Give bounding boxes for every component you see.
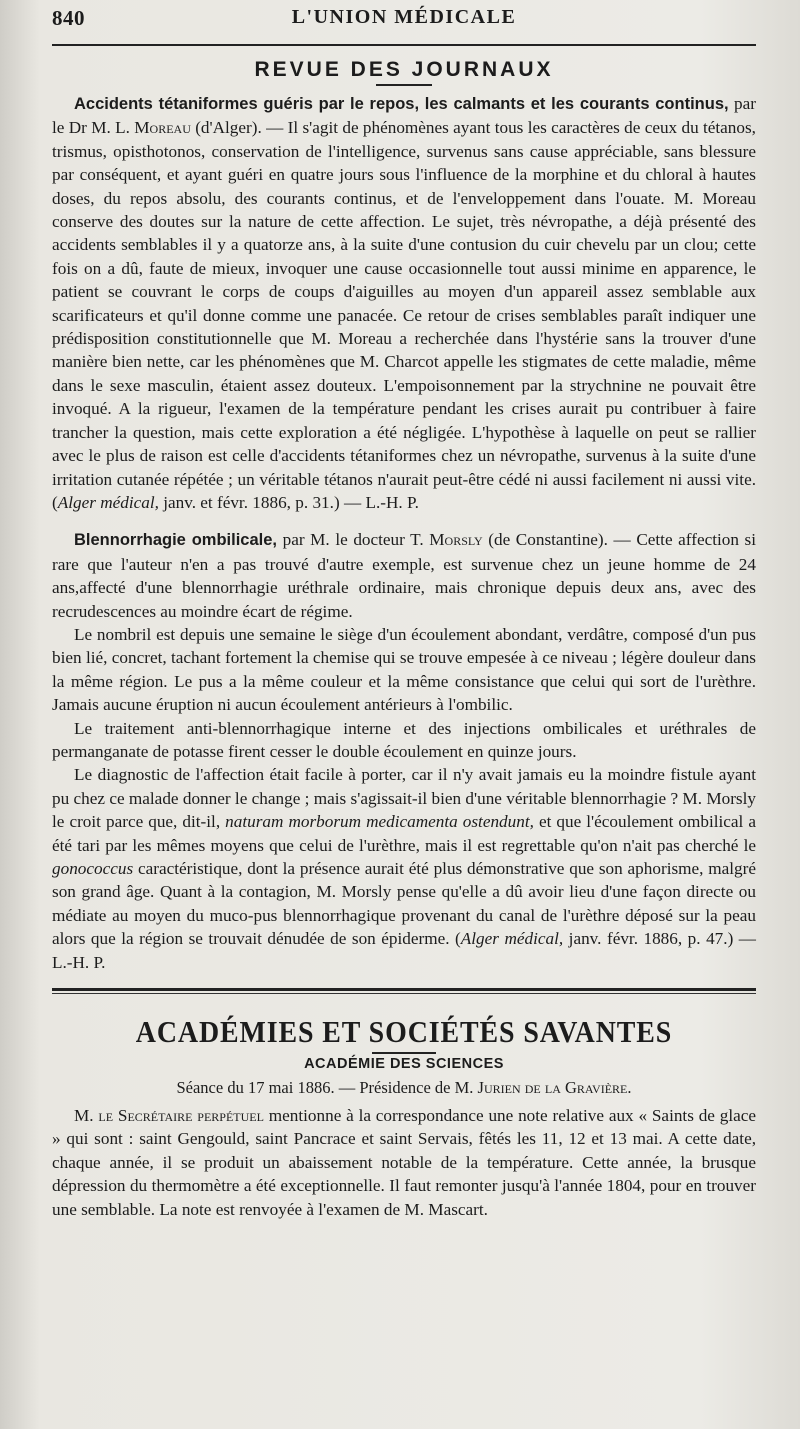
section-divider xyxy=(52,988,756,994)
article-blennorrhagie: Blennorrhagie ombilicale, par M. le docteur T. Morsly (de Constantine). — Cette affection si rare que l'auteur n'en a pas trouvé d'autre exemple, est survenue chez un jeune homme de 24 ans,affecté d'une blennorrhagie uréthrale ordinaire, mais chronique depuis deux ans, avec des recrudescences au moindre écart de régime. xyxy=(52,530,756,621)
paragraph: Le traitement anti-blennorrhagique interne et des injections ombilicales et uréthrales de permanganate de potasse firent cesser le double écoulement en quinze jours. xyxy=(52,718,756,761)
gonococcus-term: gonococcus xyxy=(52,859,134,878)
latin-quote: naturam morborum medicamenta ostendunt, xyxy=(225,812,534,832)
source-citation: Alger médical, xyxy=(57,492,159,512)
paragraph: Le diagnostic de l'affection était facile à porter, car il n'y avait jamais eu la moindre fistule ayant pu chez ce malade donner le change ; mais s'agissait-il bien d'une véritable blennorrhagie ? M. Morsly le croit parce que, dit-il, naturam morborum medicamenta ostendunt, et que l'écoulement ombilical a été tari par les mêmes moyens que celui de l'urèthre, mais il est regrettable qu'on n'ait pas cherché le gonococcus caractéristique, dont la présence aurait été plus démonstrative que son aphorisme, malgré son grand âge. Quant à la contagion, M. Morsly pense qu'elle a dû avoir lieu d'une façon directe ou médiate au moyen du muco-pus blennorrhagique provenant du canal de l'urèthre déposé sur la peau alors que la région se trouvait dénudée de son épiderme. (Alger médical, janv. févr. 1886, p. 47.) — L.-H. P. xyxy=(52,765,757,972)
article-title: Blennorrhagie ombilicale, xyxy=(74,531,278,550)
article-tetaniformes: Accidents tétaniformes guéris par le repos, les calmants et les courants continus, par le Dr M. L. Moreau (d'Alger). — Il s'agit de phénomènes ayant tous les caractères de ceux du tétanos, trismus, opisthotonos, conservation de l'intelligence, survenus sans cause appréciable, sans blessure par conséquent, et ayant guéri en quatre jours sous l'influence de la morphine et du chloral à hautes doses, du repos absolu, des courants continus, et de l'enveloppement dans l'ouate. M. Moreau conserve des doutes sur la nature de cette affection. Le sujet, très névropathe, a déjà présenté des accidents semblables il y a quatorze ans, à la suite d'une contusion du cuir chevelu par un clou; cette fois on a dû, faute de mieux, invoquer une cause occasionnelle tout aussi minime en apparence, le patient se couvrant le corps de coups d'aiguilles au moyen d'un appareil assez semblable aux scarificateurs et qu'il donne comme une panacée. Ce retour de crises semblables paraît indiquer une prédisposition constitutionnelle que M. Moreau a recherchée dans l'hystérie sans la trouver d'une manière bien nette, car les phénomènes que M. Charcot appelle les stigmates de cette maladie, même dans le sexe masculin, étaient assez douteux. L'empoisonnement par la strychnine ne pouvait être invoqué. A la rigueur, l'examen de la température pendant les crises aurait pu contribuer à faire trancher la question, mais cette exploration a été négligée. L'hypothèse à laquelle on peut se rallier avec le plus de raison est celle d'accidents tétaniformes chez un névropathe, survenus à la suite d'une irritation cutanée répétée ; un véritable tétanos n'aurait peut-être cédé ni aussi facilement ni aussi vite. (Alger médical, janv. et févr. 1886, p. 31.) — L.-H. P. xyxy=(52,94,756,512)
academy-paragraph: M. le Secrétaire perpétuel mentionne à la correspondance une note relative aux « Saints de glace » qui sont : saint Gengould, saint Pancrace et saint Servais, fêtés les 11, 12 et 13 mai. A cette date, chaque année, il se produit un abaissement notable de la température. Cette année, la brusque dépression du thermomètre a été exceptionnelle. Il faut remonter jusqu'à l'année 1804, pour en trouver une semblable. La note est renvoyée à l'examen de M. Mascart. xyxy=(52,1106,757,1219)
author-name: Moreau xyxy=(134,118,191,138)
article-body: Cette affection si rare que l'auteur n'en a pas trouvé d'autre exemple, est survenue chez un jeune homme de 24 ans,affecté d'une blennorrhagie uréthrale ordinaire, mais chronique depuis deux ans, avec des recrudescences au moindre écart de régime. xyxy=(52,530,756,621)
running-header xyxy=(52,0,756,44)
journal-title: L'UNION MÉDICALE xyxy=(291,6,517,28)
source-citation: Alger médical, xyxy=(460,929,564,949)
article-body: Il s'agit de phénomènes ayant tous les caractères de ceux du tétanos, trismus, opisthotonos, conservation de l'intelligence, survenus sans cause appréciable, sans blessure par conséquent, et ayant guéri en quatre jours sous l'influence de la morphine et du chloral à hautes doses, du repos absolu, des courants continus, et de l'enveloppement dans l'ouate. M. Moreau conserve des doutes sur la nature de cette affection. Le sujet, très névropathe, a déjà présenté des accidents semblables il y a quatorze ans, à la suite d'une contusion du cuir chevelu par un clou; cette fois on a dû, faute de mieux, invoquer une cause occasionnelle tout aussi minime en apparence, le patient se couvrant le corps de coups d'aiguilles au moyen d'un appareil assez semblable aux scarificateurs et qu'il donne comme une panacée. Ce retour de crises semblables paraît indiquer une prédisposition constitutionnelle que M. Moreau a recherchée dans l'hystérie sans la trouver d'une manière bien nette, car les phénomènes que M. Charcot appelle les stigmates de cette maladie, même dans le sexe masculin, étaient assez douteux. L'empoisonnement par la strychnine ne pouvait être invoqué. A la rigueur, l'examen de la température pendant les crises aurait pu contribuer à faire trancher la question, mais cette exploration a été négligée. L'hypothèse à laquelle on peut se rallier avec le plus de raison est celle d'accidents tétaniformes chez un névropathe, survenus à la suite d'une irritation cutanée répétée ; un véritable tétanos n'aurait peut-être cédé ni aussi facilement ni aussi vite. ( xyxy=(52,118,756,512)
seance-line: Séance du 17 mai 1886. — Présidence de M. Jurien de la Gravière. xyxy=(176,1078,632,1098)
page-number: 840 xyxy=(52,6,85,30)
secretary-role: le Secrétaire perpétuel xyxy=(98,1106,264,1126)
academies-title: ACADÉMIES ET SOCIÉTÉS SAVANTES xyxy=(135,1014,673,1050)
section-title: REVUE DES JOURNAUX xyxy=(254,58,554,81)
academy-title-rule xyxy=(372,1052,436,1054)
president-name: Jurien de la Gravière xyxy=(477,1078,628,1098)
paragraph: Le nombril est depuis une semaine le siège d'un écoulement abondant, verdâtre, composé d'un pus bien lié, concret, tachant fortement la chemise qui se trouve empesée à ce niveau ; légère douleur dans la même région. Le pus a la même couleur et la même consistance que celui qui sort de l'urèthre. Jamais aucune éruption ni aucun écoulement antérieurs à l'ombilic. xyxy=(52,624,756,715)
header-rule xyxy=(52,44,756,46)
article-title: Accidents tétaniformes guéris par le repos, les calmants et les courants continus, xyxy=(74,95,729,113)
section-title-rule xyxy=(376,84,432,86)
author-name: Morsly xyxy=(429,530,483,550)
academy-subtitle: ACADÉMIE DES SCIENCES xyxy=(304,1056,504,1073)
